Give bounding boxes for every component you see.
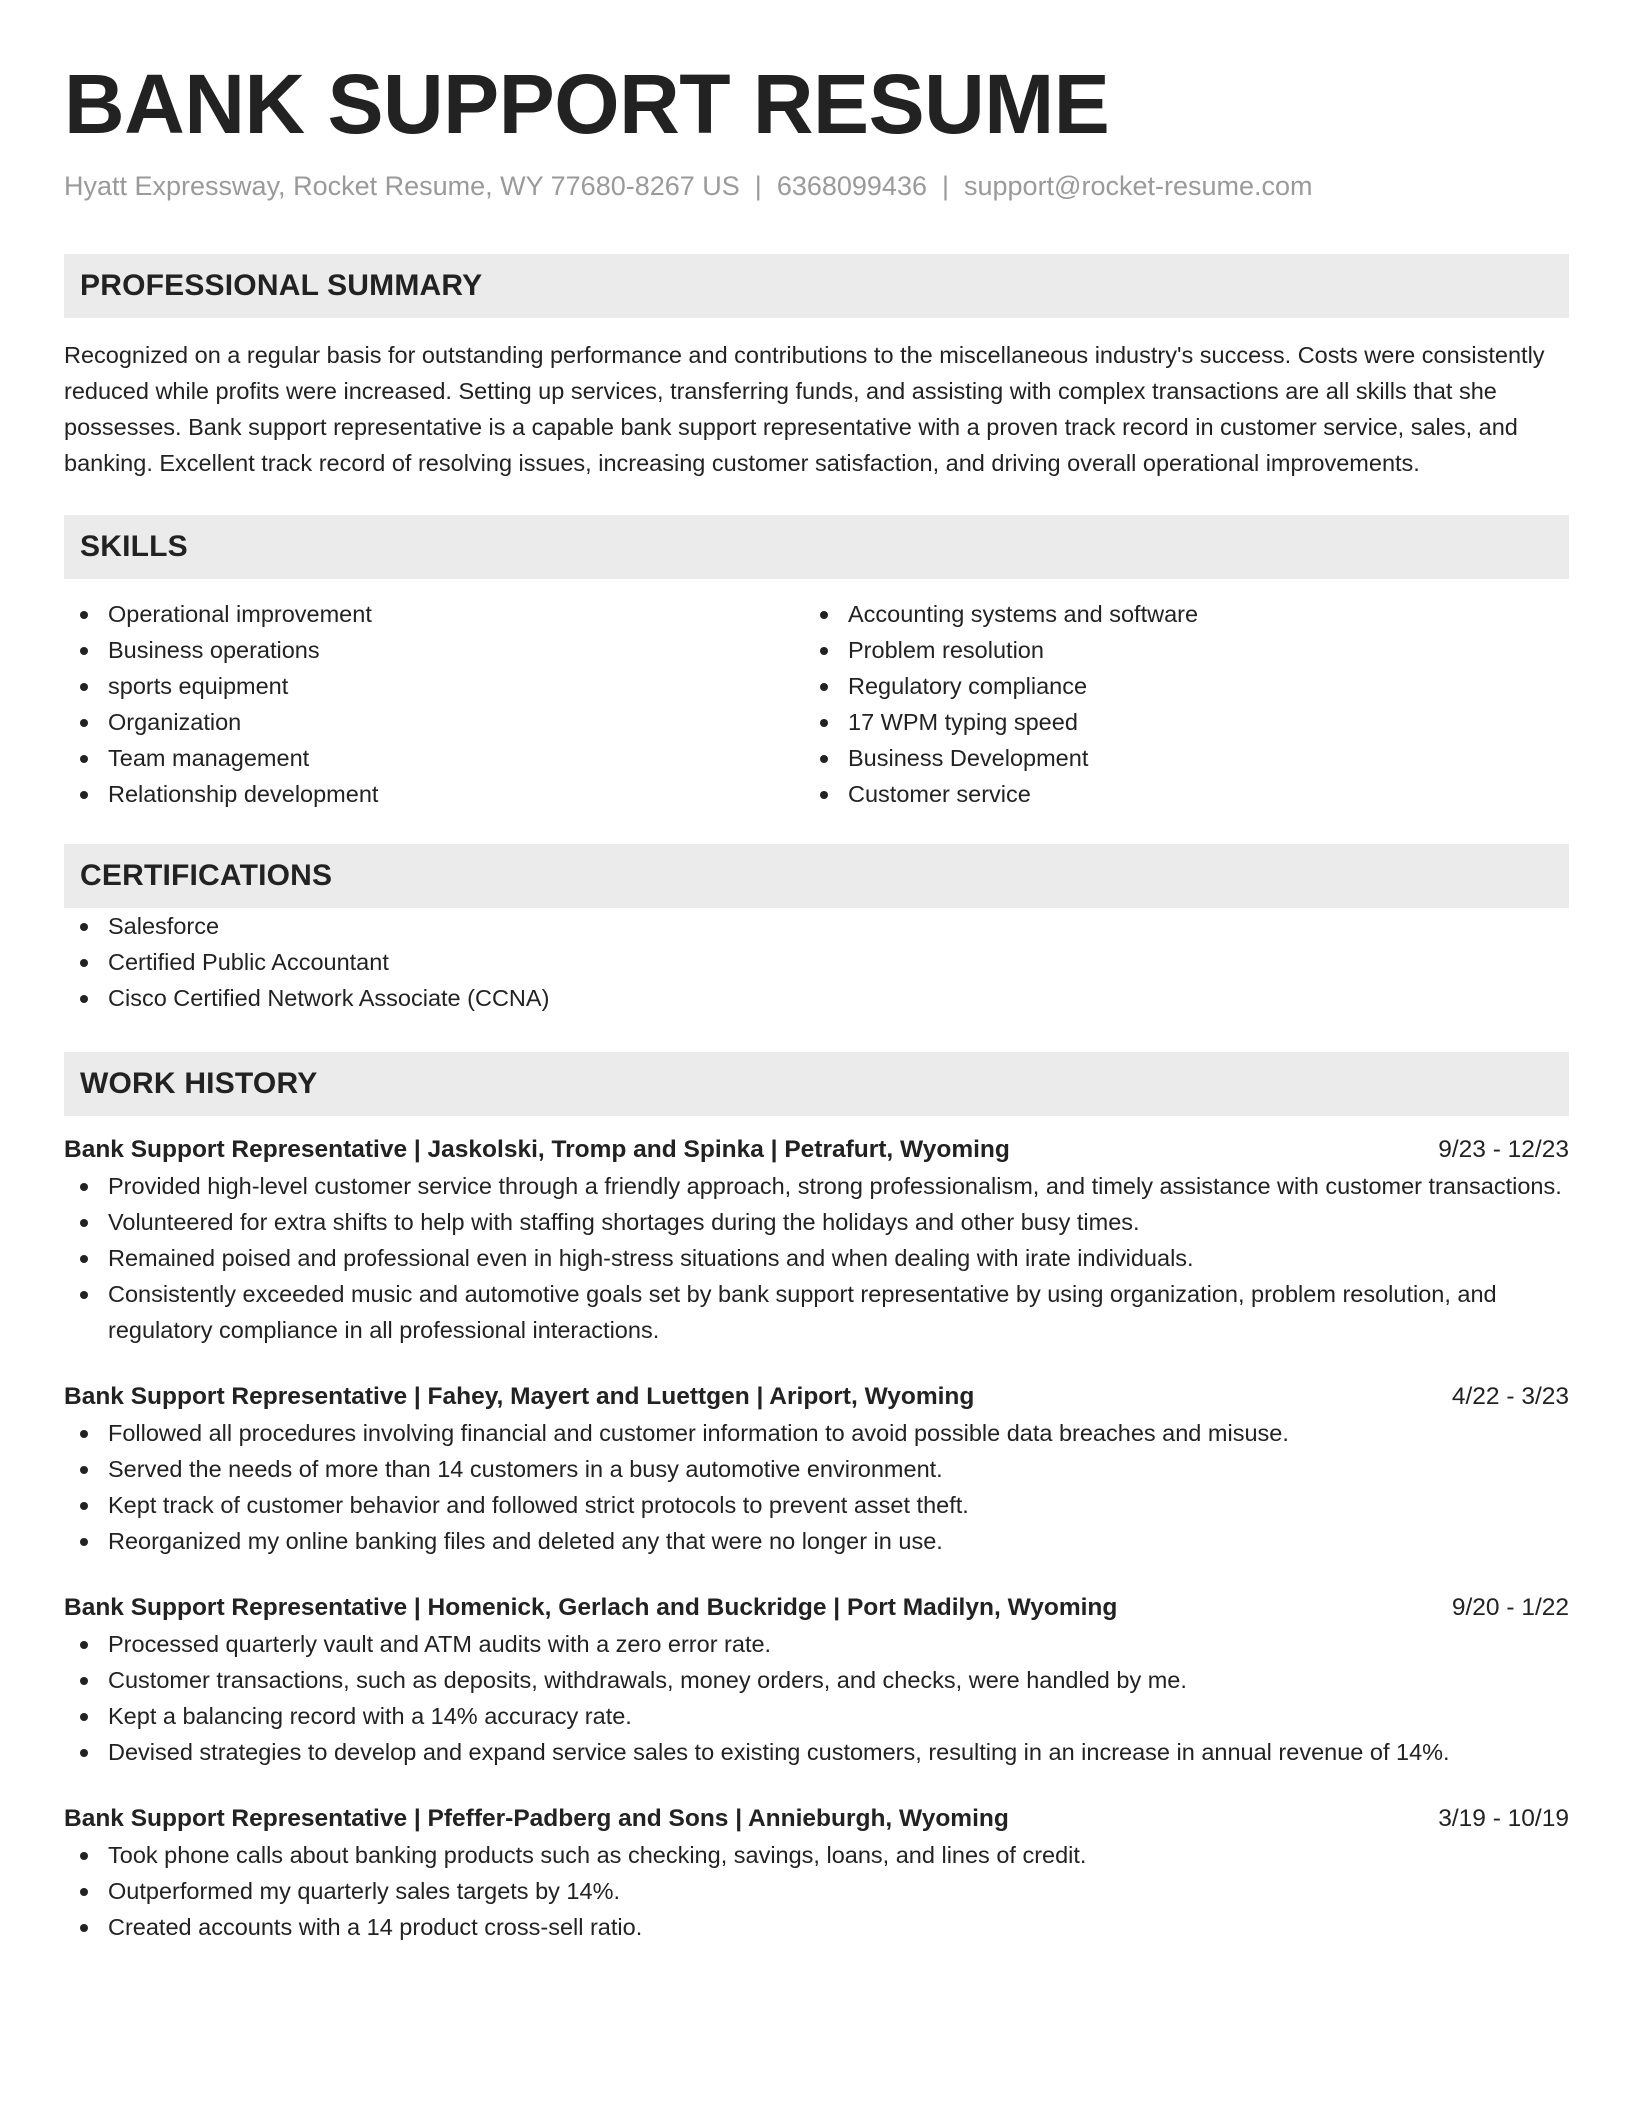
job-title: Bank Support Representative | Jaskolski, Tromp and Spinka | Petrafurt, Wyoming (64, 1136, 1010, 1163)
skill-item: Business Development (804, 740, 1544, 776)
job-entry (64, 1132, 1569, 1348)
job-bullet: Remained poised and professional even in high-stress situations and when dealing with irate individuals. (64, 1240, 1569, 1276)
bullet-icon (80, 1749, 88, 1757)
skill-item: 17 WPM typing speed (804, 704, 1544, 740)
bullet-icon (820, 719, 828, 727)
bullet-icon (80, 995, 88, 1003)
job-bullet: Kept track of customer behavior and followed strict protocols to prevent asset theft. (64, 1487, 1569, 1523)
bullet-icon (80, 923, 88, 931)
job-bullet: Processed quarterly vault and ATM audits with a zero error rate. (64, 1626, 1569, 1662)
skills-column-right (804, 596, 1544, 812)
certification-item: Salesforce (64, 908, 1569, 944)
bullet-icon (80, 959, 88, 967)
bullet-icon (80, 1255, 88, 1263)
bullet-icon (80, 611, 88, 619)
skill-item: Customer service (804, 776, 1544, 812)
contact-separator: | (754, 171, 762, 201)
job-bullet: Volunteered for extra shifts to help with staffing shortages during the holidays and other busy times. (64, 1204, 1569, 1240)
skill-item: Organization (64, 704, 804, 740)
skills-column-left (64, 596, 804, 812)
job-dates: 3/19 - 10/19 (1438, 1805, 1569, 1832)
certification-item: Certified Public Accountant (64, 944, 1569, 980)
skill-item: sports equipment (64, 668, 804, 704)
job-bullet: Served the needs of more than 14 customers in a busy automotive environment. (64, 1451, 1569, 1487)
job-bullet: Consistently exceeded music and automotive goals set by bank support representative by using organization, problem resolution, and regulatory compliance in all professional interactions. (64, 1276, 1569, 1348)
job-bullets (64, 1415, 1569, 1559)
job-title: Bank Support Representative | Pfeffer-Padberg and Sons | Annieburgh, Wyoming (64, 1805, 1009, 1832)
bullet-icon (80, 1888, 88, 1896)
bullet-icon (80, 1466, 88, 1474)
job-dates: 4/22 - 3/23 (1451, 1383, 1569, 1410)
bullet-icon (80, 1538, 88, 1546)
job-title: Bank Support Representative | Homenick, Gerlach and Buckridge | Port Madilyn, Wyoming (64, 1594, 1118, 1621)
job-dates: 9/23 - 12/23 (1438, 1136, 1569, 1163)
job-bullet: Devised strategies to develop and expand service sales to existing customers, resulting in an increase in annual revenue of 14%. (64, 1734, 1569, 1770)
contact-email: support@rocket-resume.com (964, 171, 1313, 201)
job-bullet: Took phone calls about banking products such as checking, savings, loans, and lines of credit. (64, 1837, 1569, 1873)
job-title: Bank Support Representative | Fahey, Mayert and Luettgen | Ariport, Wyoming (64, 1383, 975, 1410)
skill-item: Problem resolution (804, 632, 1544, 668)
bullet-icon (80, 1291, 88, 1299)
bullet-icon (80, 1641, 88, 1649)
job-dates: 9/20 - 1/22 (1451, 1594, 1569, 1621)
job-bullet: Customer transactions, such as deposits, withdrawals, money orders, and checks, were handled by me. (64, 1662, 1569, 1698)
job-bullet: Provided high-level customer service through a friendly approach, strong professionalism, and timely assistance with customer transactions. (64, 1168, 1569, 1204)
job-entry (64, 1801, 1569, 1945)
job-bullet: Followed all procedures involving financial and customer information to avoid possible data breaches and misuse. (64, 1415, 1569, 1451)
bullet-icon (820, 791, 828, 799)
job-bullet: Kept a balancing record with a 14% accuracy rate. (64, 1698, 1569, 1734)
bullet-icon (820, 647, 828, 655)
job-bullets (64, 1168, 1569, 1348)
bullet-icon (80, 755, 88, 763)
job-header (64, 1132, 1569, 1168)
skills-grid (64, 596, 1569, 812)
bullet-icon (820, 755, 828, 763)
skill-item: Business operations (64, 632, 804, 668)
job-header (64, 1801, 1569, 1837)
contact-address: Hyatt Expressway, Rocket Resume, WY 77680-8267 US (64, 171, 740, 201)
bullet-icon (80, 647, 88, 655)
bullet-icon (80, 1183, 88, 1191)
contact-phone: 6368099436 (776, 171, 927, 201)
skill-item: Accounting systems and software (804, 596, 1544, 632)
bullet-icon (80, 1219, 88, 1227)
bullet-icon (80, 1852, 88, 1860)
work-history-heading: WORK HISTORY (64, 1052, 1569, 1116)
bullet-icon (80, 1713, 88, 1721)
job-bullet: Created accounts with a 14 product cross-sell ratio. (64, 1909, 1569, 1945)
job-bullet: Outperformed my quarterly sales targets by 14%. (64, 1873, 1569, 1909)
job-bullets (64, 1837, 1569, 1945)
bullet-icon (80, 1677, 88, 1685)
bullet-icon (820, 683, 828, 691)
bullet-icon (80, 1502, 88, 1510)
skill-item: Relationship development (64, 776, 804, 812)
certifications-list (64, 908, 1569, 1016)
certification-item: Cisco Certified Network Associate (CCNA) (64, 980, 1569, 1016)
contact-separator: | (941, 171, 949, 201)
skill-item: Regulatory compliance (804, 668, 1544, 704)
job-header (64, 1379, 1569, 1415)
bullet-icon (820, 611, 828, 619)
bullet-icon (80, 683, 88, 691)
resume-title: BANK SUPPORT RESUME (64, 57, 1110, 151)
summary-text: Recognized on a regular basis for outstanding performance and contributions to the miscellaneous industry's success. Costs were consistently reduced while profits were increased. Setting up services, transferring funds, and assisting with complex transactions are all skills that she possesses. Bank support representative is a capable bank support representative with a proven track record in customer service, sales, and banking. Excellent track record of resolving issues, increasing customer satisfaction, and driving overall operational improvements. (64, 342, 1545, 476)
job-header (64, 1590, 1569, 1626)
job-entry (64, 1590, 1569, 1770)
bullet-icon (80, 791, 88, 799)
bullet-icon (80, 1924, 88, 1932)
certifications-heading: CERTIFICATIONS (64, 844, 1569, 908)
skill-item: Operational improvement (64, 596, 804, 632)
bullet-icon (80, 1430, 88, 1438)
contact-line (64, 169, 1569, 203)
skill-item: Team management (64, 740, 804, 776)
job-bullets (64, 1626, 1569, 1770)
job-bullet: Reorganized my online banking files and deleted any that were no longer in use. (64, 1523, 1569, 1559)
bullet-icon (80, 719, 88, 727)
job-entry (64, 1379, 1569, 1559)
skills-heading: SKILLS (64, 515, 1569, 579)
summary-heading: PROFESSIONAL SUMMARY (64, 254, 1569, 318)
